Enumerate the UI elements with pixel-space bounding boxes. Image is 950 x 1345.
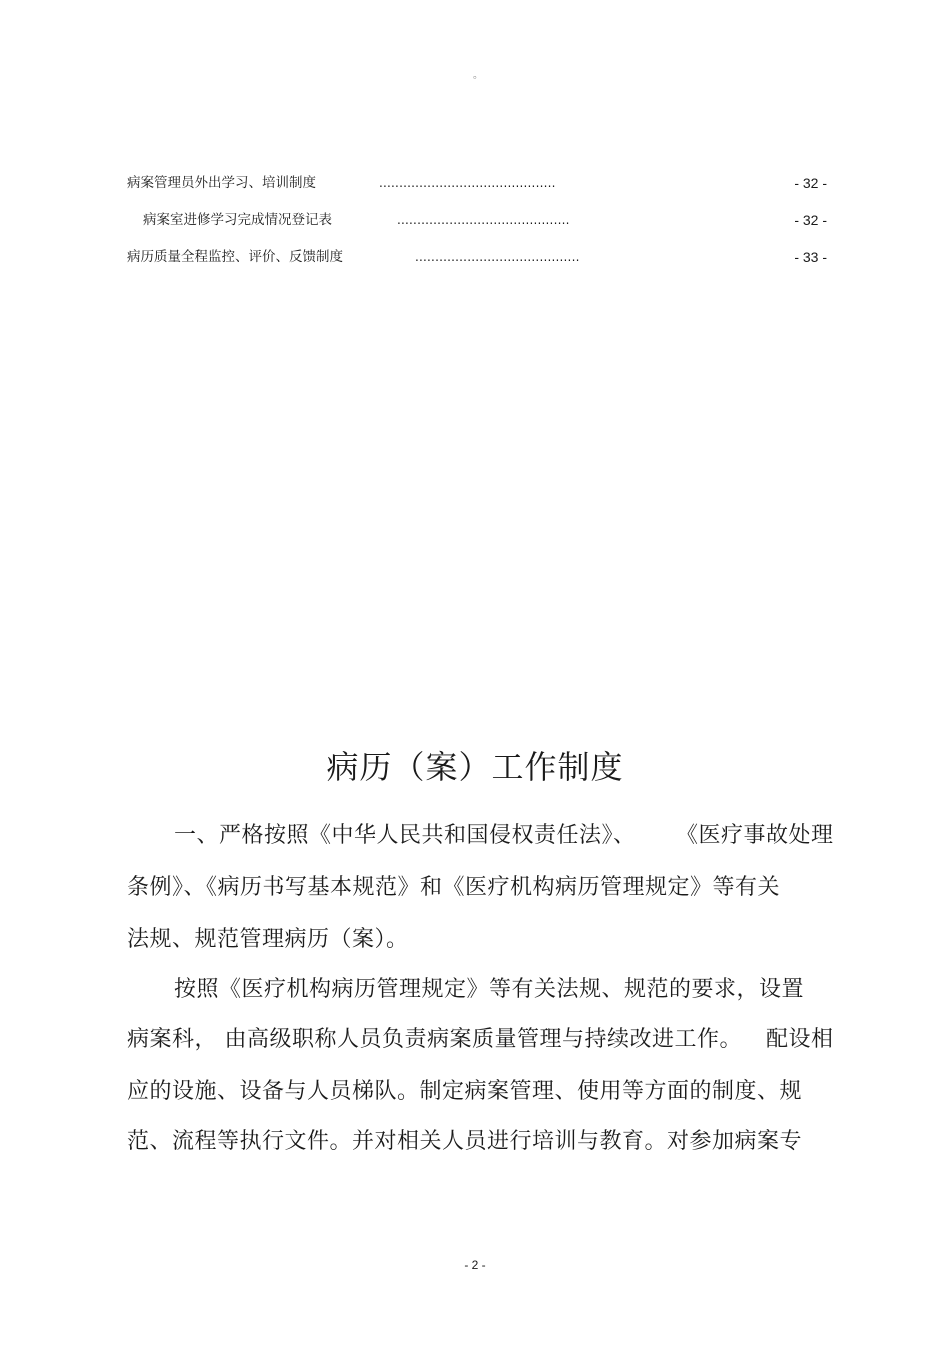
toc-entry-page: - 32 -	[794, 175, 827, 191]
paragraph-line: 法规、规范管理病历（案）。	[127, 927, 409, 952]
toc-entry-title: 病历质量全程监控、评价、反馈制度	[127, 249, 343, 265]
page-number: - 2 -	[464, 1258, 486, 1272]
paragraph-line: 条例》、《病历书写基本规范》和《医疗机构病历管理规定》等有关	[127, 875, 781, 900]
toc-entry[interactable]	[127, 172, 827, 209]
toc-leader-dots: ...........................................	[397, 213, 570, 227]
toc-entry-title: 病案管理员外出学习、培训制度	[127, 175, 316, 191]
toc-leader-dots: ............................................	[379, 176, 556, 190]
paragraph-line: 配设相	[766, 1027, 834, 1052]
paragraph-line: 按照《医疗机构病历管理规定》等有关法规、规范的要求，设置	[174, 977, 805, 1002]
toc-entry-page: - 32 -	[794, 212, 827, 228]
paragraph-line: 一、严格按照《中华人民共和国侵权责任法》、	[174, 823, 636, 848]
paragraph-line: 《医疗事故处理	[676, 823, 834, 848]
document-title: 病历（案）工作制度	[326, 748, 624, 786]
toc-entry-title: 病案室进修学习完成情况登记表	[143, 212, 332, 228]
toc-entry[interactable]	[127, 246, 827, 283]
table-of-contents	[127, 172, 827, 283]
paragraph-line: 范、流程等执行文件。并对相关人员进行培训与教育。对参加病案专	[127, 1129, 803, 1154]
paragraph-line: 病案科， 由高级职称人员负责病案质量管理与持续改进工作。	[127, 1027, 742, 1052]
toc-leader-dots: .........................................	[415, 250, 580, 264]
top-mark: 。	[473, 70, 483, 81]
paragraph-line: 应的设施、设备与人员梯队。制定病案管理、使用等方面的制度、规	[127, 1079, 803, 1104]
toc-entry-page: - 33 -	[794, 249, 827, 265]
toc-entry[interactable]	[127, 209, 827, 246]
